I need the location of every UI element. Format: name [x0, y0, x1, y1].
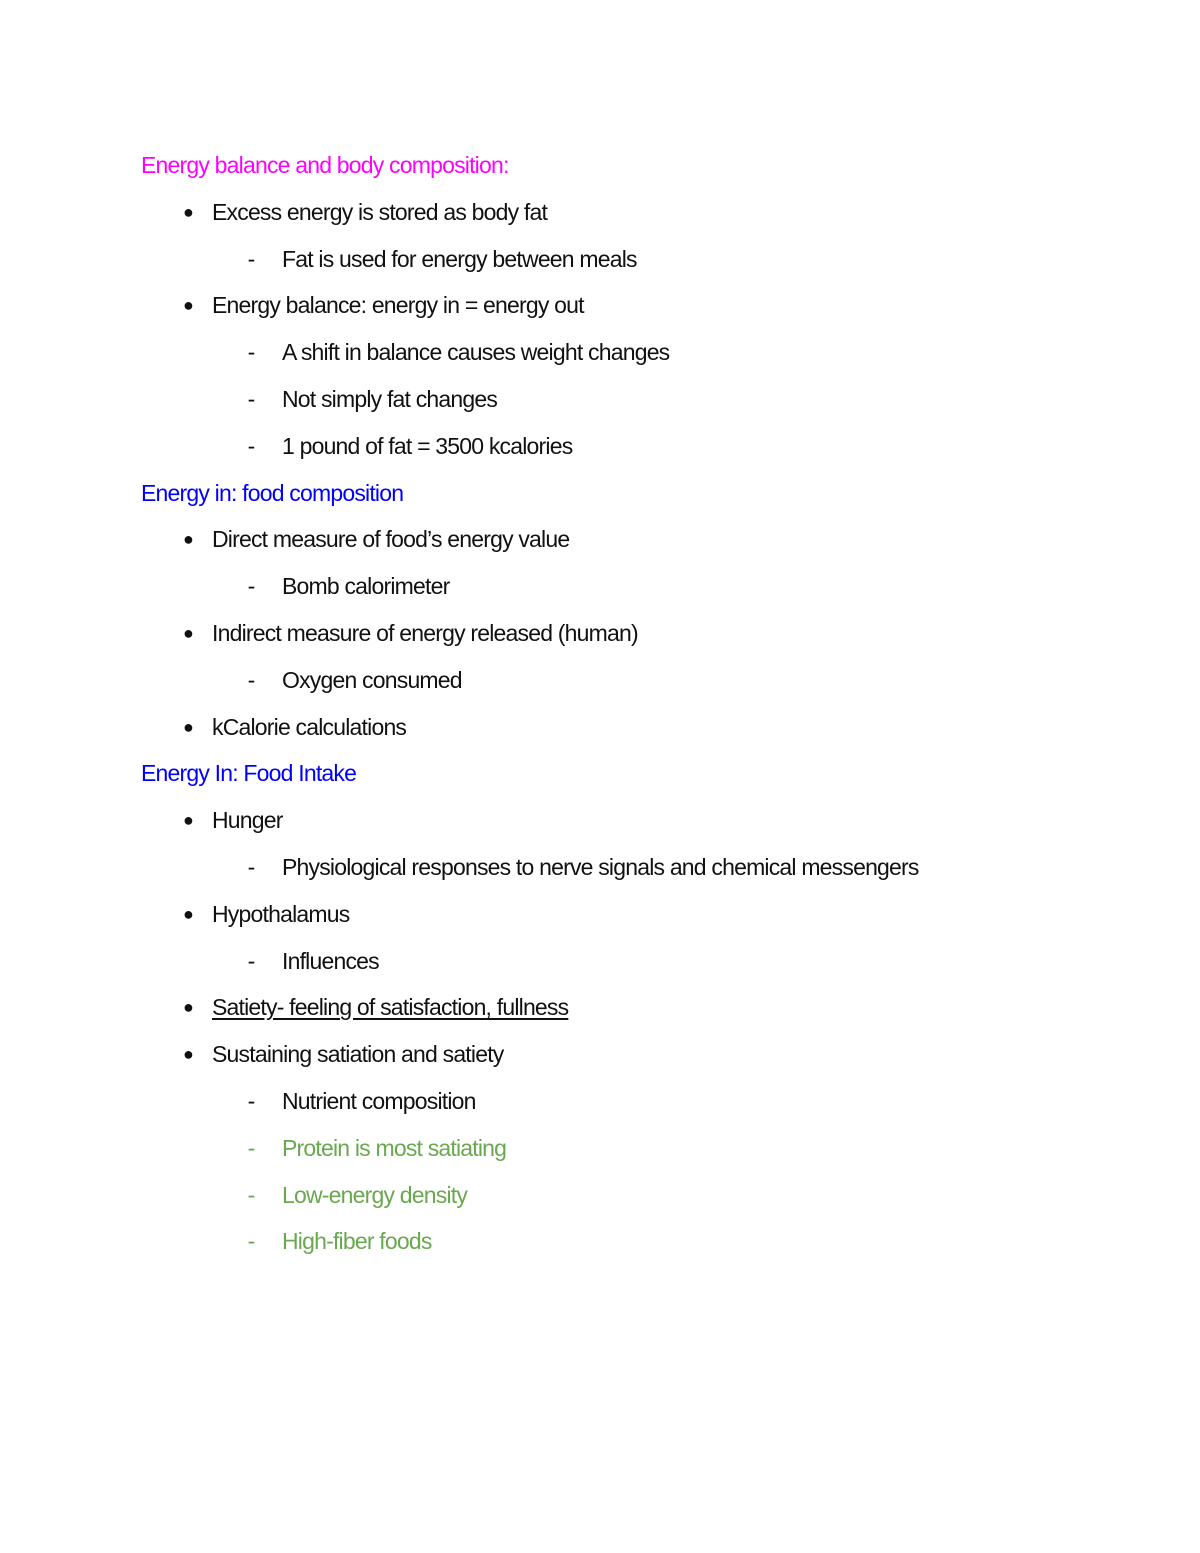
bullet-item [141, 516, 1121, 563]
dash-icon: - [247, 245, 255, 272]
sub-item-green [141, 1172, 1121, 1219]
bullet-dot-icon: ● [182, 716, 194, 737]
sub-item-green [141, 1218, 1121, 1265]
sub-item [141, 657, 1121, 704]
dash-icon: - [247, 853, 255, 880]
sub-item-text: Bomb calorimeter [282, 573, 450, 600]
bullet-item [141, 1031, 1121, 1078]
sub-item-text: A shift in balance causes weight changes [282, 339, 670, 366]
dash-icon: - [247, 947, 255, 974]
sub-item-text: 1 pound of fat = 3500 kcalories [282, 432, 573, 459]
sub-item [141, 423, 1121, 470]
bullet-text: kCalorie calculations [212, 713, 407, 740]
bullet-text: Direct measure of food’s energy value [212, 526, 570, 553]
bullet-dot-icon: ● [182, 997, 194, 1018]
bullet-dot-icon: ● [182, 622, 194, 643]
bullet-text: Hypothalamus [212, 900, 350, 927]
dash-icon: - [247, 1228, 255, 1255]
bullet-dot-icon: ● [182, 903, 194, 924]
heading-text: Energy In: Food Intake [141, 760, 357, 787]
sub-item-text: Fat is used for energy between meals [282, 245, 637, 272]
sub-item [141, 563, 1121, 610]
notes-body [141, 142, 1121, 1265]
sub-item [141, 376, 1121, 423]
section-heading-energy-balance [141, 142, 1121, 189]
sub-item [141, 844, 1121, 891]
bullet-text: Sustaining satiation and satiety [212, 1041, 504, 1068]
sub-item-text: Nutrient composition [282, 1087, 476, 1114]
bullet-text: Indirect measure of energy released (human) [212, 619, 638, 646]
sub-item-text: Oxygen consumed [282, 666, 462, 693]
sub-item [141, 236, 1121, 283]
bullet-text: Excess energy is stored as body fat [212, 198, 548, 225]
bullet-item [141, 984, 1121, 1031]
dash-icon: - [247, 573, 255, 600]
bullet-dot-icon: ● [182, 201, 194, 222]
sub-item-text: Physiological responses to nerve signals and chemical messengers [282, 853, 919, 880]
dash-icon: - [247, 1134, 255, 1161]
heading-text: Energy in: food composition [141, 479, 404, 506]
dash-icon: - [247, 339, 255, 366]
dash-icon: - [247, 1087, 255, 1114]
bullet-item [141, 704, 1121, 751]
section-heading-energy-in-food-composition [141, 470, 1121, 517]
sub-item [141, 938, 1121, 985]
dash-icon: - [247, 432, 255, 459]
sub-item-text: Not simply fat changes [282, 385, 498, 412]
bullet-item [141, 282, 1121, 329]
dash-icon: - [247, 1181, 255, 1208]
dash-icon: - [247, 385, 255, 412]
bullet-dot-icon: ● [182, 810, 194, 831]
sub-item-text: High-fiber foods [282, 1228, 432, 1255]
bullet-text: Energy balance: energy in = energy out [212, 292, 584, 319]
sub-item-text: Protein is most satiating [282, 1134, 507, 1161]
bullet-item [141, 797, 1121, 844]
sub-item-text: Influences [282, 947, 379, 974]
section-heading-energy-in-food-intake [141, 750, 1121, 797]
bullet-text: Hunger [212, 807, 283, 834]
heading-text: Energy balance and body composition: [141, 152, 509, 178]
bullet-dot-icon: ● [182, 295, 194, 316]
dash-icon: - [247, 666, 255, 693]
sub-item-green [141, 1125, 1121, 1172]
bullet-dot-icon: ● [182, 1044, 194, 1065]
sub-item [141, 1078, 1121, 1125]
sub-item [141, 329, 1121, 376]
bullet-dot-icon: ● [182, 529, 194, 550]
bullet-text-underlined: Satiety- feeling of satisfaction, fullness [212, 994, 569, 1021]
bullet-item [141, 610, 1121, 657]
bullet-item [141, 891, 1121, 938]
sub-item-text: Low-energy density [282, 1181, 468, 1208]
bullet-item [141, 189, 1121, 236]
